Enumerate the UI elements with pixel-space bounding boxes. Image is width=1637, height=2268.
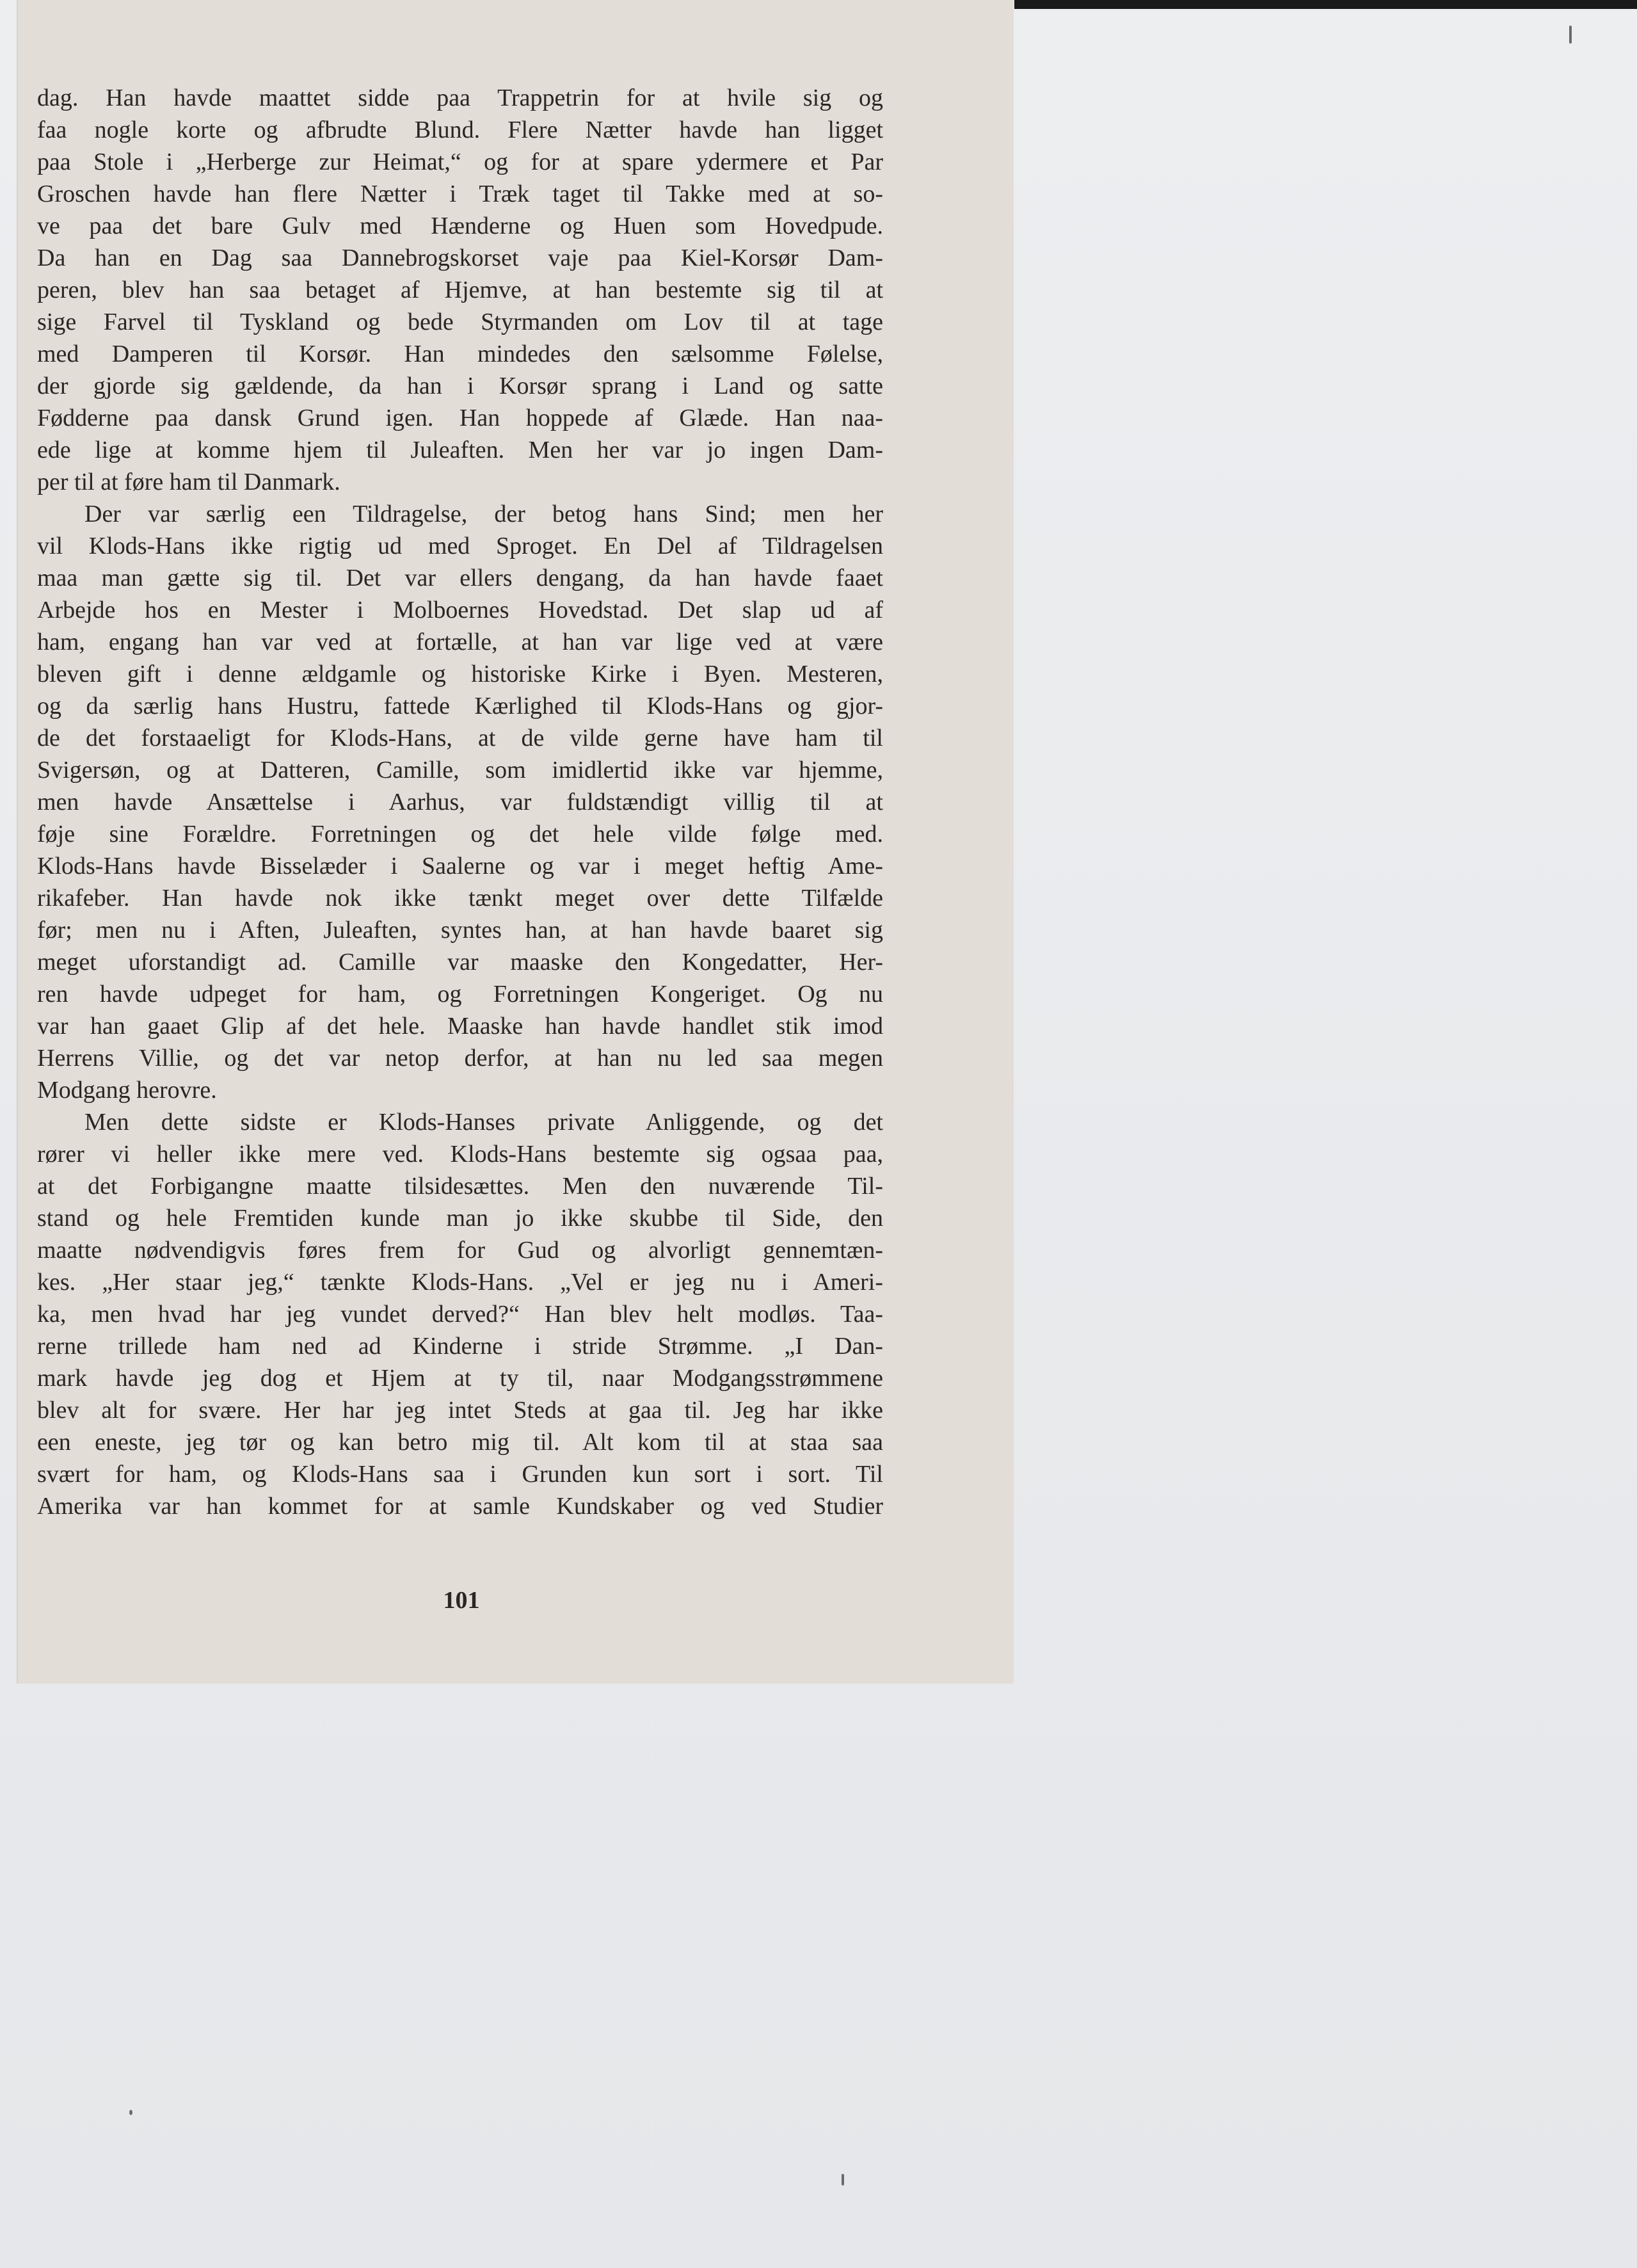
text-line: føje sine Forældre. Forretningen og det hele vilde følge med. (37, 821, 883, 848)
text-line: peren, blev han saa betaget af Hjemve, at han bestemte sig til at (37, 277, 883, 303)
text-line: stand og hele Fremtiden kunde man jo ikke skubbe til Side, den (37, 1205, 883, 1232)
text-line: paa Stole i „Herberge zur Heimat,“ og for at spare ydermere et Par (37, 149, 883, 175)
text-line: ka, men hvad har jeg vundet derved?“ Han blev helt modløs. Taa- (37, 1301, 883, 1328)
text-line: maa man gætte sig til. Det var ellers dengang, da han havde faaet (37, 565, 883, 591)
text-line: Herrens Villie, og det var netop derfor, at han nu led saa megen (37, 1045, 883, 1072)
text-line: og da særlig hans Hustru, fattede Kærlighed til Klods-Hans og gjor- (37, 693, 883, 720)
text-line: ren havde udpeget for ham, og Forretningen Kongeriget. Og nu (37, 981, 883, 1008)
text-line: maatte nødvendigvis føres frem for Gud og alvorligt gennemtæn- (37, 1237, 883, 1264)
text-line: Da han en Dag saa Dannebrogskorset vaje paa Kiel-Korsør Dam- (37, 245, 883, 271)
text-line: rerne trillede ham ned ad Kinderne i stride Strømme. „I Dan- (37, 1333, 883, 1360)
text-line: de det forstaaeligt for Klods-Hans, at de vilde gerne have ham til (37, 725, 883, 752)
text-line: Amerika var han kommet for at samle Kundskaber og ved Studier (37, 1493, 883, 1520)
body-text (37, 82, 883, 1522)
text-line: Arbejde hos en Mester i Molboernes Hovedstad. Det slap ud af (37, 597, 883, 623)
text-line: Modgang herovre. (37, 1077, 217, 1104)
text-line: at det Forbigangne maatte tilsidesættes. Men den nuværende Til- (37, 1173, 883, 1200)
scan-mark (1569, 26, 1572, 44)
text-line: sige Farvel til Tyskland og bede Styrmanden om Lov til at tage (37, 309, 883, 335)
text-line: een eneste, jeg tør og kan betro mig til. Alt kom til at staa saa (37, 1429, 883, 1456)
text-line: før; men nu i Aften, Juleaften, syntes han, at han havde baaret sig (37, 917, 883, 944)
scan-dust (129, 2110, 132, 2115)
text-line: per til at føre ham til Danmark. (37, 469, 340, 495)
text-line: meget uforstandigt ad. Camille var maaske den Kongedatter, Her- (37, 949, 883, 976)
page-number: 101 (443, 1587, 480, 1614)
text-line: Der var særlig een Tildragelse, der betog hans Sind; men her (84, 501, 883, 527)
text-line: rikafeber. Han havde nok ikke tænkt meget over dette Tilfælde (37, 885, 883, 912)
text-line: vil Klods-Hans ikke rigtig ud med Sproget. En Del af Tildragelsen (37, 533, 883, 559)
text-line: Men dette sidste er Klods-Hanses private Anliggende, og det (84, 1109, 883, 1136)
book-page (17, 0, 1014, 1684)
text-line: dag. Han havde maattet sidde paa Trappetrin for at hvile sig og (37, 84, 883, 111)
text-line: ve paa det bare Gulv med Hænderne og Huen som Hovedpude. (37, 213, 883, 239)
text-line: mark havde jeg dog et Hjem at ty til, naar Modgangsstrømmene (37, 1365, 883, 1392)
text-line: ham, engang han var ved at fortælle, at han var lige ved at være (37, 629, 883, 655)
scanner-edge (1014, 0, 1637, 9)
text-line: svært for ham, og Klods-Hans saa i Grunden kun sort i sort. Til (37, 1461, 883, 1488)
text-line: Klods-Hans havde Bisselæder i Saalerne og var i meget heftig Ame- (37, 853, 883, 880)
text-line: med Damperen til Korsør. Han mindedes den sælsomme Følelse, (37, 341, 883, 367)
text-line: men havde Ansættelse i Aarhus, var fuldstændigt villig til at (37, 789, 883, 816)
text-line: Groschen havde han flere Nætter i Træk taget til Takke med at so- (37, 181, 883, 207)
text-line: der gjorde sig gældende, da han i Korsør sprang i Land og satte (37, 373, 883, 399)
text-line: ede lige at komme hjem til Juleaften. Men her var jo ingen Dam- (37, 437, 883, 463)
text-line: kes. „Her staar jeg,“ tænkte Klods-Hans. „Vel er jeg nu i Ameri- (37, 1269, 883, 1296)
text-line: Fødderne paa dansk Grund igen. Han hoppede af Glæde. Han naa- (37, 405, 883, 431)
text-line: blev alt for svære. Her har jeg intet Steds at gaa til. Jeg har ikke (37, 1397, 883, 1424)
text-line: rører vi heller ikke mere ved. Klods-Hans bestemte sig ogsaa paa, (37, 1141, 883, 1168)
text-line: bleven gift i denne ældgamle og historiske Kirke i Byen. Mesteren, (37, 661, 883, 688)
scan-mark (842, 2174, 844, 2185)
text-line: Svigersøn, og at Datteren, Camille, som imidlertid ikke var hjemme, (37, 757, 883, 784)
text-line: faa nogle korte og afbrudte Blund. Flere Nætter havde han ligget (37, 117, 883, 143)
text-line: var han gaaet Glip af det hele. Maaske han havde handlet stik imod (37, 1013, 883, 1040)
